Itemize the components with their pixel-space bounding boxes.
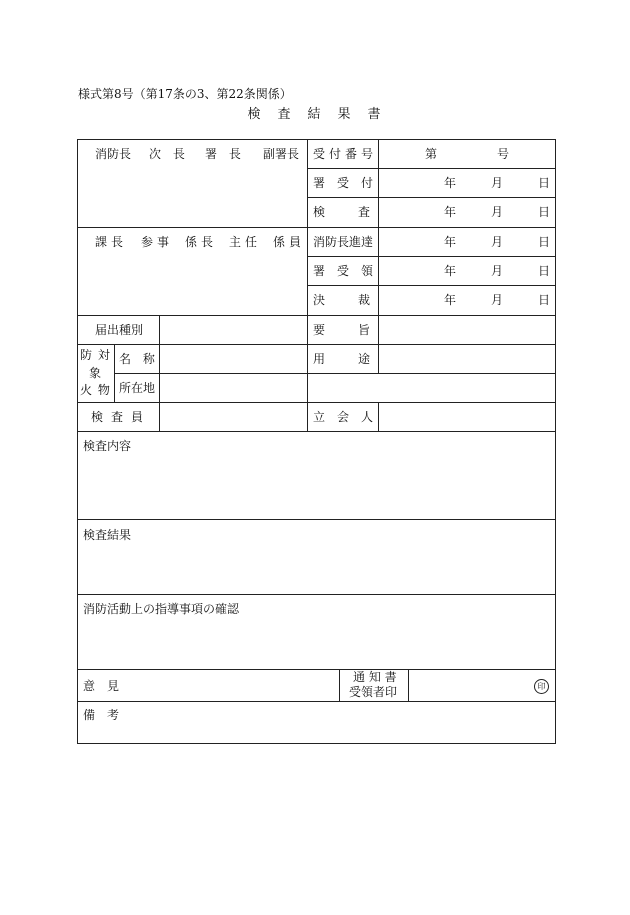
approval-deputy-station-chief: 副署長	[263, 147, 300, 161]
receipt-number-prefix: 第	[425, 147, 438, 161]
station-acceptance-year: 年	[444, 264, 457, 278]
row-line	[77, 669, 556, 670]
column-line	[378, 139, 379, 373]
approval-councilor: 参事	[141, 235, 174, 249]
approval-decision-year: 年	[444, 293, 457, 307]
station-acceptance-month: 月	[491, 264, 504, 278]
inspection-year: 年	[444, 205, 457, 219]
location-label: 所在地	[119, 381, 156, 395]
station-receipt-year: 年	[444, 176, 457, 190]
row-line	[77, 402, 556, 403]
target-label-line3: 火 物	[80, 383, 111, 397]
inspection-content-label: 検査内容	[83, 439, 132, 453]
row-line	[77, 315, 556, 316]
station-receipt-month: 月	[491, 176, 504, 190]
target-label-line2: 象	[89, 366, 102, 380]
inspection-date-label: 検査	[313, 205, 404, 219]
chief-forwarding-label: 消防長進達	[313, 235, 374, 249]
row-line	[307, 256, 556, 257]
chief-forwarding-month: 月	[491, 235, 504, 249]
chief-forwarding-day: 日	[538, 235, 551, 249]
column-line	[114, 344, 115, 402]
approval-staff: 係員	[273, 235, 306, 249]
station-acceptance-day: 日	[538, 264, 551, 278]
row-line	[114, 373, 556, 374]
use-label: 用途	[313, 352, 404, 366]
approval-deputy-chief: 次 長	[149, 147, 189, 161]
remarks-label: 備 考	[83, 708, 120, 722]
approval-decision-label: 決裁	[313, 293, 404, 307]
name-label: 名 称	[119, 352, 159, 366]
row-line	[307, 197, 556, 198]
table-border-bottom	[77, 743, 556, 744]
inspection-form-table	[77, 139, 556, 744]
inspection-day: 日	[538, 205, 551, 219]
notice-receipt-label-line1: 通 知 書	[353, 670, 397, 684]
receipt-number-label: 受付番号	[313, 147, 378, 161]
approval-subsection-chief: 係長	[185, 235, 218, 249]
approval-decision-day: 日	[538, 293, 551, 307]
column-line	[339, 669, 340, 701]
row-line	[77, 431, 556, 432]
form-number-label: 様式第8号（第17条の3、第22条関係）	[78, 87, 292, 101]
summary-label: 要旨	[313, 323, 404, 337]
notice-receipt-label-line2: 受領者印	[349, 685, 398, 699]
station-receipt-day: 日	[538, 176, 551, 190]
column-line	[408, 669, 409, 701]
witness-label: 立会人	[313, 410, 386, 424]
table-border-top	[77, 139, 556, 140]
approval-supervisor: 主任	[229, 235, 262, 249]
approval-station-chief: 署 長	[205, 147, 245, 161]
inspector-label: 検査員	[91, 410, 152, 424]
table-border-left	[77, 139, 78, 744]
document-title: 検 査 結 果 書	[247, 107, 383, 122]
row-line	[307, 168, 556, 169]
column-line	[159, 315, 160, 431]
table-border-right	[555, 139, 556, 744]
column-line	[307, 139, 308, 431]
receipt-number-suffix: 号	[497, 147, 510, 161]
approval-section-chief: 課長	[95, 235, 128, 249]
row-line	[77, 594, 556, 595]
row-line	[77, 519, 556, 520]
seal-mark-icon: 印	[534, 679, 549, 694]
target-label-line1: 防 対	[80, 348, 111, 362]
opinion-label: 意 見	[83, 679, 120, 693]
notification-type-label: 届出種別	[95, 323, 144, 337]
chief-forwarding-year: 年	[444, 235, 457, 249]
row-line	[77, 227, 556, 228]
inspection-result-label: 検査結果	[83, 528, 132, 542]
station-receipt-label: 署受付	[313, 176, 386, 190]
row-line	[307, 285, 556, 286]
row-line	[77, 344, 556, 345]
firefighting-guidance-label: 消防活動上の指導事項の確認	[83, 602, 240, 616]
approval-chief: 消防長	[95, 147, 132, 161]
approval-decision-month: 月	[491, 293, 504, 307]
inspection-month: 月	[491, 205, 504, 219]
station-acceptance-label: 署受領	[313, 264, 386, 278]
row-line	[77, 701, 556, 702]
